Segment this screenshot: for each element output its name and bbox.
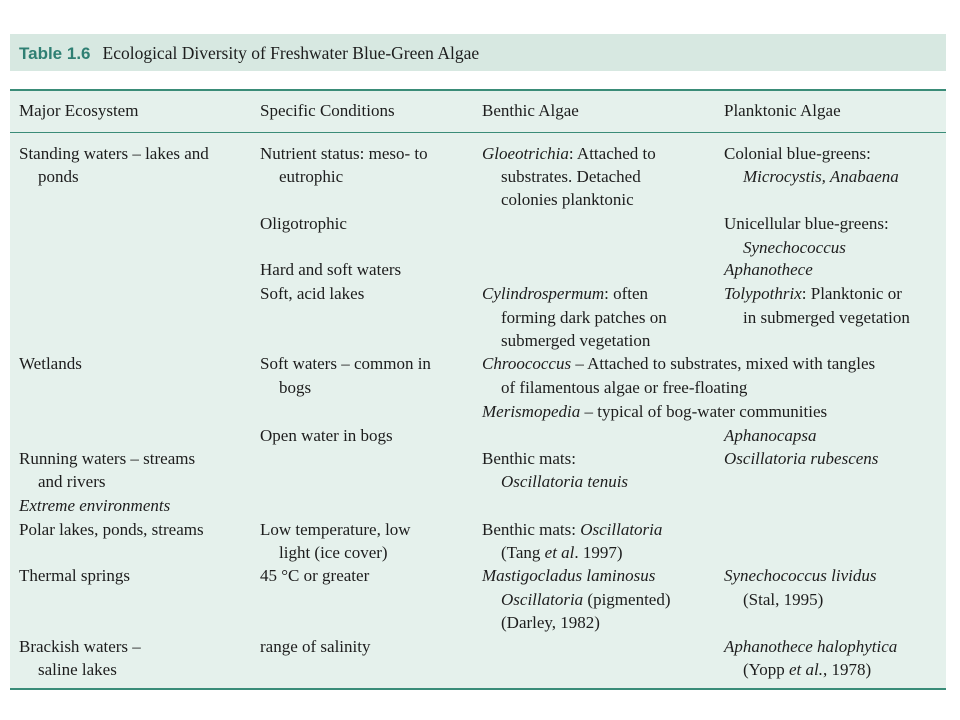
- header-specific-conditions: Specific Conditions: [260, 101, 395, 120]
- plank-microcystis-anabaena: [724, 166, 899, 188]
- eco-thermal-springs: Thermal springs: [19, 566, 130, 585]
- header-divider: [10, 132, 946, 133]
- cond-salinity: range of salinity: [260, 637, 371, 656]
- benthic-oscillatoria-pigmented: [482, 589, 671, 611]
- benthic-mats-running: Benthic mats:: [482, 449, 576, 468]
- genus-aphanothece: Aphanothece: [724, 260, 813, 279]
- cond-nutrient-status: Nutrient status: meso- to: [260, 144, 428, 163]
- benthic-gloeotrichia-cont2: colonies planktonic: [501, 190, 634, 209]
- tang-citation-etal: et al: [544, 543, 575, 562]
- benthic-chroococcus: [482, 353, 875, 375]
- cond-oligotrophic: Oligotrophic: [260, 214, 347, 233]
- eco-running-waters: Running waters – streams: [19, 449, 196, 468]
- benthic-mastigocladus: [482, 565, 655, 587]
- genus-cylindrospermum: Cylindrospermum: [482, 284, 605, 303]
- benthic-darley-citation: (Darley, 1982): [501, 613, 600, 632]
- table-number: Table 1.6: [19, 44, 91, 63]
- yopp-citation-a: (Yopp: [743, 660, 789, 679]
- table-caption: [10, 34, 946, 71]
- plank-oscillatoria-rubescens: [724, 448, 878, 470]
- eco-extreme-environments: [19, 495, 170, 517]
- genus-merismopedia: Merismopedia: [482, 402, 581, 421]
- header-major-ecosystem: Major Ecosystem: [19, 101, 139, 120]
- genus-tolypothrix: Tolypothrix: [724, 284, 802, 303]
- eco-extreme-text: Extreme environments: [19, 496, 171, 515]
- plank-aphanothece: [724, 259, 813, 281]
- benthic-mats-polar: [482, 519, 662, 541]
- header-planktonic-algae: Planktonic Algae: [724, 101, 841, 120]
- benthic-merismopedia: [482, 401, 827, 423]
- cond-soft-waters-cont: bogs: [279, 378, 312, 397]
- plank-tolypothrix-text: : Planktonic or: [801, 284, 902, 303]
- plank-yopp-citation: [724, 659, 871, 681]
- cond-nutrient-status-cont: eutrophic: [279, 167, 344, 186]
- plank-aphanocapsa: [724, 425, 817, 447]
- genus-oscillatoria-pigmented: Oscillatoria: [501, 590, 584, 609]
- cond-soft-waters: Soft waters – common in: [260, 354, 431, 373]
- caption-line: [19, 43, 479, 64]
- cond-open-water-bogs: Open water in bogs: [260, 426, 393, 445]
- plank-tolypothrix-cont: in submerged vegetation: [743, 308, 910, 327]
- oscillatoria-pigmented-text: (pigmented): [583, 590, 671, 609]
- cond-soft-acid-lakes: Soft, acid lakes: [260, 284, 365, 303]
- benthic-merismopedia-text: – typical of bog-water communities: [580, 402, 828, 421]
- cond-hard-soft-waters: Hard and soft waters: [260, 260, 402, 279]
- genus-chroococcus: Chroococcus: [482, 354, 572, 373]
- yopp-citation-etal: et al.: [789, 660, 823, 679]
- plank-tolypothrix: [724, 283, 902, 305]
- header-benthic-algae: Benthic Algae: [482, 101, 579, 120]
- benthic-cylindrospermum-cont2: submerged vegetation: [501, 331, 651, 350]
- benthic-oscillatoria-tenuis: [482, 471, 628, 493]
- genus-synechococcus: Synechococcus: [743, 238, 846, 257]
- eco-brackish-waters-cont: saline lakes: [38, 660, 117, 679]
- benthic-cylindrospermum-cont1: forming dark patches on: [501, 308, 667, 327]
- eco-brackish-waters: Brackish waters –: [19, 637, 141, 656]
- plank-stal-citation: (Stal, 1995): [743, 590, 824, 609]
- benthic-gloeotrichia-text: : Attached to: [568, 144, 656, 163]
- benthic-cylindrospermum: [482, 283, 648, 305]
- genus-oscillatoria-polar: Oscillatoria: [580, 520, 663, 539]
- genus-gloeotrichia: Gloeotrichia: [482, 144, 569, 163]
- species-mastigocladus: Mastigocladus laminosus: [482, 566, 656, 585]
- table-title: Ecological Diversity of Freshwater Blue-Green Algae: [102, 43, 480, 63]
- eco-running-waters-cont: and rivers: [38, 472, 106, 491]
- plank-aphanothece-halophytica: [724, 636, 897, 658]
- tang-citation-a: (Tang: [501, 543, 545, 562]
- yopp-citation-b: , 1978): [823, 660, 872, 679]
- eco-standing-waters: Standing waters – lakes and: [19, 144, 209, 163]
- eco-wetlands: Wetlands: [19, 354, 82, 373]
- benthic-mats-polar-text: Benthic mats:: [482, 520, 581, 539]
- benthic-chroococcus-text: – Attached to substrates, mixed with tangles: [571, 354, 876, 373]
- species-oscillatoria-rubescens: Oscillatoria rubescens: [724, 449, 879, 468]
- species-synechococcus-lividus: Synechococcus lividus: [724, 566, 877, 585]
- benthic-cylindrospermum-text: : often: [604, 284, 649, 303]
- tang-citation-b: . 1997): [574, 543, 623, 562]
- genus-microcystis-anabaena: Microcystis, Anabaena: [743, 167, 899, 186]
- species-aphanothece-halophytica: Aphanothece halophytica: [724, 637, 898, 656]
- benthic-tang-citation: [482, 542, 623, 564]
- benthic-gloeotrichia: [482, 143, 656, 165]
- plank-synechococcus-lividus: [724, 565, 876, 587]
- plank-colonial: Colonial blue-greens:: [724, 144, 871, 163]
- eco-polar: Polar lakes, ponds, streams: [19, 520, 204, 539]
- eco-standing-waters-cont: ponds: [38, 167, 79, 186]
- cond-45c: 45 °C or greater: [260, 566, 370, 585]
- cond-low-temperature-cont: light (ice cover): [279, 543, 388, 562]
- genus-aphanocapsa: Aphanocapsa: [724, 426, 817, 445]
- species-oscillatoria-tenuis: Oscillatoria tenuis: [501, 472, 629, 491]
- plank-synechococcus: [724, 237, 846, 259]
- plank-unicellular: Unicellular blue-greens:: [724, 214, 889, 233]
- benthic-chroococcus-cont: of filamentous algae or free-floating: [501, 378, 748, 397]
- cond-low-temperature: Low temperature, low: [260, 520, 411, 539]
- benthic-gloeotrichia-cont1: substrates. Detached: [501, 167, 641, 186]
